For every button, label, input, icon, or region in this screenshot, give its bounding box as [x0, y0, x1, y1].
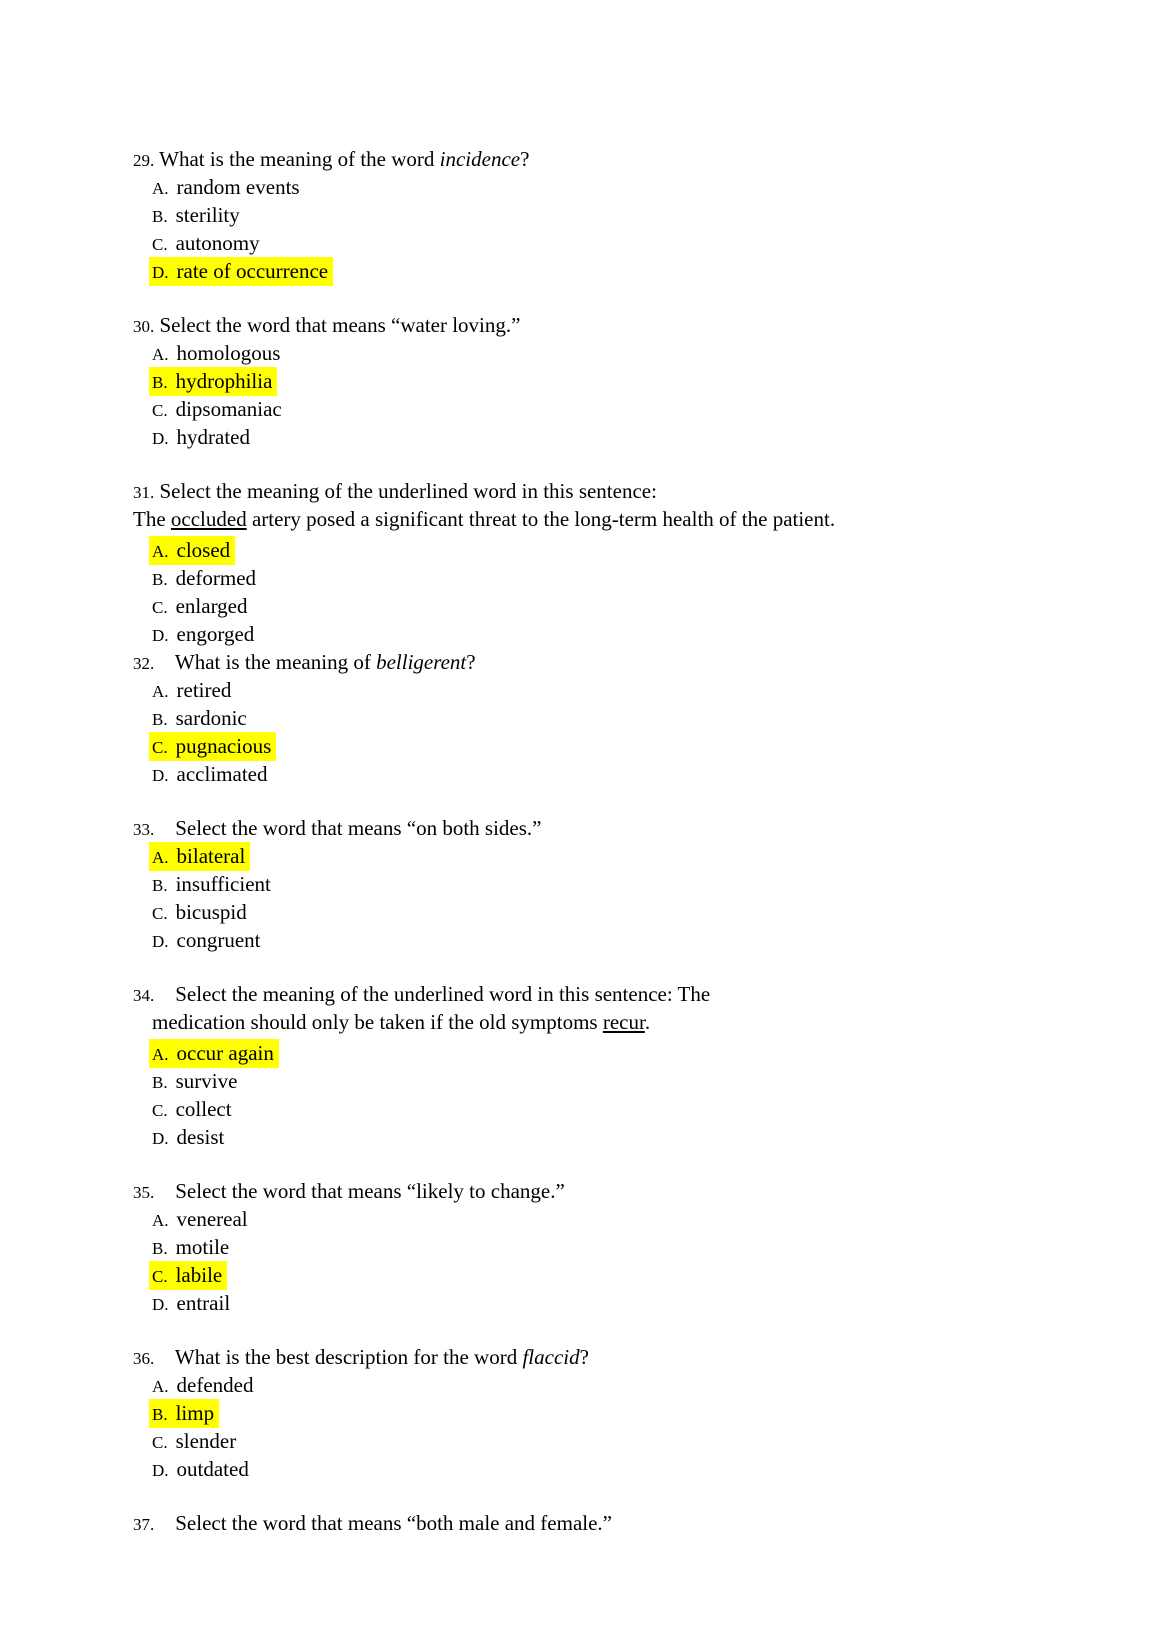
highlighted-answer	[149, 257, 333, 286]
prompt-text: Select the word that means “on both sides.”	[175, 816, 542, 840]
question-37	[133, 1510, 1098, 1538]
option-row	[152, 1040, 1098, 1068]
question-29	[133, 146, 1098, 286]
option-text: bilateral	[176, 844, 246, 868]
question-number: 30.	[133, 317, 155, 336]
option-letter: B.	[152, 570, 168, 589]
options-list	[133, 340, 1098, 452]
prompt-text: ?	[579, 1345, 589, 1369]
option-letter: D.	[152, 1461, 169, 1480]
prompt-text: Select the word that means “water loving.”	[159, 313, 521, 337]
option-text: autonomy	[175, 231, 260, 255]
prompt-text: medication should only be taken if the old symptoms	[152, 1010, 603, 1034]
prompt-text: What is the meaning of the word	[159, 147, 440, 171]
option-row	[152, 1456, 1098, 1484]
question-33	[133, 815, 1098, 955]
option-letter: C.	[152, 598, 168, 617]
option-letter: A.	[152, 1377, 169, 1396]
prompt-italic-word: belligerent	[376, 650, 467, 674]
options-list	[133, 174, 1098, 286]
option-row	[152, 340, 1098, 368]
option-text: hydrated	[176, 425, 251, 449]
option-row	[152, 871, 1098, 899]
option-letter: D.	[152, 932, 169, 951]
option-row	[152, 258, 1098, 286]
options-list	[133, 1206, 1098, 1318]
option-row	[152, 1096, 1098, 1124]
number-gap	[154, 1345, 175, 1369]
sentence-text: artery posed a significant threat to the long-term health of the patient.	[246, 507, 836, 531]
number-gap	[154, 650, 175, 674]
option-letter: B.	[152, 1239, 168, 1258]
question-prompt	[133, 312, 1098, 340]
option-row	[152, 843, 1098, 871]
option-letter: A.	[152, 682, 169, 701]
option-row	[152, 899, 1098, 927]
highlighted-answer	[149, 1399, 219, 1428]
question-32	[133, 649, 1098, 789]
option-row	[152, 677, 1098, 705]
sentence-underlined-word: occluded	[170, 507, 247, 531]
prompt-text: Select the word that means “likely to change.”	[175, 1179, 565, 1203]
question-number: 32.	[133, 654, 155, 673]
question-number: 35.	[133, 1183, 155, 1202]
option-row	[152, 565, 1098, 593]
option-text: rate of occurrence	[176, 259, 329, 283]
option-row	[152, 1372, 1098, 1400]
number-gap	[154, 982, 175, 1006]
option-letter: D.	[152, 429, 169, 448]
option-row	[152, 202, 1098, 230]
option-row	[152, 1400, 1098, 1428]
option-row	[152, 230, 1098, 258]
option-letter: D.	[152, 1295, 169, 1314]
option-letter: B.	[152, 1405, 168, 1424]
option-row	[152, 396, 1098, 424]
option-letter: C.	[152, 904, 168, 923]
question-prompt	[133, 146, 1098, 174]
option-text: pugnacious	[175, 734, 272, 758]
number-gap	[154, 816, 175, 840]
option-letter: C.	[152, 1101, 168, 1120]
option-text: desist	[176, 1125, 225, 1149]
option-letter: A.	[152, 542, 169, 561]
option-letter: A.	[152, 1211, 169, 1230]
option-row	[152, 368, 1098, 396]
option-row	[152, 424, 1098, 452]
option-row	[152, 1428, 1098, 1456]
prompt-italic-word: flaccid	[522, 1345, 580, 1369]
option-text: engorged	[176, 622, 255, 646]
option-letter: A.	[152, 345, 169, 364]
option-letter: B.	[152, 710, 168, 729]
option-letter: A.	[152, 1045, 169, 1064]
option-row	[152, 1206, 1098, 1234]
question-prompt	[133, 815, 1098, 843]
question-prompt	[133, 1344, 1098, 1372]
option-letter: C.	[152, 401, 168, 420]
question-number: 37.	[133, 1515, 155, 1534]
highlighted-answer	[149, 367, 277, 396]
option-text: retired	[176, 678, 232, 702]
option-text: bicuspid	[175, 900, 247, 924]
question-number: 36.	[133, 1349, 155, 1368]
prompt-text: ?	[466, 650, 476, 674]
option-text: venereal	[176, 1207, 248, 1231]
option-letter: B.	[152, 876, 168, 895]
question-prompt	[133, 1178, 1098, 1206]
question-prompt	[133, 1510, 1098, 1538]
option-letter: D.	[152, 263, 169, 282]
option-row	[152, 1068, 1098, 1096]
prompt-text: Select the meaning of the underlined word in this sentence:	[159, 479, 657, 503]
sentence-underlined-word: recur	[602, 1010, 645, 1034]
option-row	[152, 1290, 1098, 1318]
option-row	[152, 1234, 1098, 1262]
highlighted-answer	[149, 1261, 227, 1290]
highlighted-answer	[149, 536, 235, 565]
option-letter: B.	[152, 207, 168, 226]
question-prompt-line2	[133, 1009, 1098, 1035]
option-letter: C.	[152, 738, 168, 757]
prompt-text: What is the meaning of	[174, 650, 377, 674]
option-text: congruent	[176, 928, 261, 952]
question-34	[133, 981, 1098, 1152]
question-number: 33.	[133, 820, 155, 839]
option-letter: C.	[152, 1267, 168, 1286]
question-30	[133, 312, 1098, 452]
question-number: 31.	[133, 483, 155, 502]
option-text: outdated	[176, 1457, 249, 1481]
option-text: motile	[175, 1235, 230, 1259]
option-letter: A.	[152, 179, 169, 198]
option-letter: B.	[152, 373, 168, 392]
question-number: 34.	[133, 986, 155, 1005]
option-row	[152, 1124, 1098, 1152]
option-letter: D.	[152, 626, 169, 645]
prompt-text: What is the best description for the word	[174, 1345, 523, 1369]
option-text: sardonic	[175, 706, 247, 730]
option-text: deformed	[175, 566, 257, 590]
highlighted-answer	[149, 1039, 279, 1068]
question-36	[133, 1344, 1098, 1484]
prompt-text: ?	[520, 147, 530, 171]
option-row	[152, 621, 1098, 649]
options-list	[133, 843, 1098, 955]
option-text: slender	[175, 1429, 237, 1453]
option-text: labile	[175, 1263, 223, 1287]
option-row	[152, 537, 1098, 565]
option-text: hydrophilia	[175, 369, 273, 393]
prompt-text: Select the meaning of the underlined word in this sentence: The	[175, 982, 711, 1006]
option-row	[152, 761, 1098, 789]
options-list	[133, 1372, 1098, 1484]
question-prompt	[133, 649, 1098, 677]
question-35	[133, 1178, 1098, 1318]
option-row	[152, 174, 1098, 202]
sentence-text: The	[133, 507, 171, 531]
option-text: acclimated	[176, 762, 268, 786]
option-text: closed	[176, 538, 231, 562]
option-row	[152, 705, 1098, 733]
option-text: random events	[176, 175, 300, 199]
option-text: defended	[176, 1373, 254, 1397]
option-text: survive	[175, 1069, 238, 1093]
options-list	[133, 1040, 1098, 1152]
option-text: insufficient	[175, 872, 271, 896]
question-prompt	[133, 478, 1098, 506]
prompt-text: .	[644, 1010, 651, 1034]
option-letter: A.	[152, 848, 169, 867]
option-text: limp	[175, 1401, 215, 1425]
option-letter: C.	[152, 1433, 168, 1452]
option-text: enlarged	[175, 594, 248, 618]
option-letter: C.	[152, 235, 168, 254]
option-letter: B.	[152, 1073, 168, 1092]
number-gap	[154, 1179, 175, 1203]
prompt-text: Select the word that means “both male and female.”	[175, 1511, 612, 1535]
option-text: dipsomaniac	[175, 397, 282, 421]
option-text: occur again	[176, 1041, 274, 1065]
question-prompt	[133, 981, 1098, 1009]
option-letter: D.	[152, 766, 169, 785]
option-text: homologous	[176, 341, 281, 365]
highlighted-answer	[149, 842, 250, 871]
option-row	[152, 927, 1098, 955]
option-row	[152, 1262, 1098, 1290]
option-letter: D.	[152, 1129, 169, 1148]
question-sentence	[133, 506, 1098, 532]
option-row	[152, 593, 1098, 621]
option-text: sterility	[175, 203, 240, 227]
prompt-italic-word: incidence	[439, 147, 521, 171]
question-31	[133, 478, 1098, 649]
option-row	[152, 733, 1098, 761]
options-list	[133, 537, 1098, 649]
options-list	[133, 677, 1098, 789]
option-text: collect	[175, 1097, 232, 1121]
question-number: 29.	[133, 151, 155, 170]
option-text: entrail	[176, 1291, 231, 1315]
number-gap	[154, 1511, 175, 1535]
highlighted-answer	[149, 732, 276, 761]
